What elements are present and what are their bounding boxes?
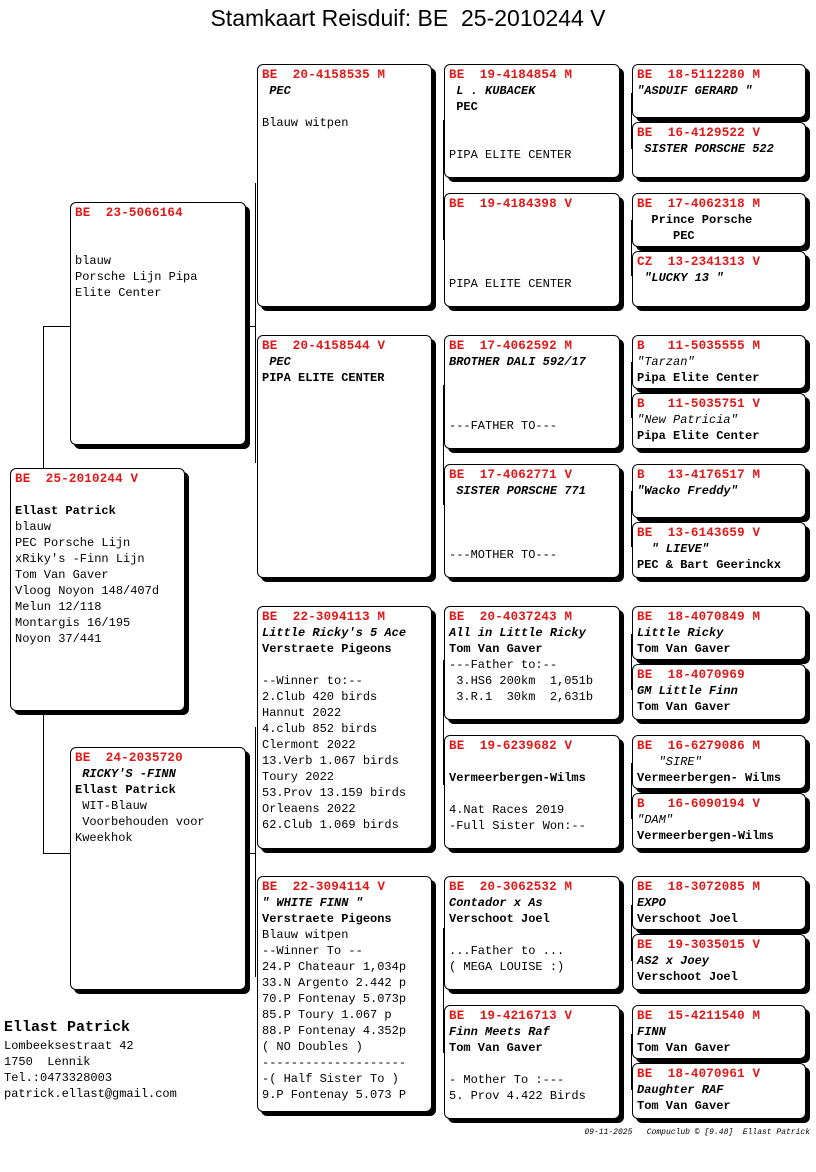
pigeon-info-line: Pipa Elite Center [637,371,760,385]
ring-number: BE 18-4070849 M [637,610,761,624]
pigeon-info-line [449,244,615,260]
pigeon-info-line: Contador x As [449,896,543,910]
ring-number: BE 23-5066164 [75,206,183,220]
pigeon-info-line: Tom Van Gaver [449,642,543,656]
pigeon-info-line: 4.club 852 birds [262,722,378,736]
owner-address: Lombeeksestraat 42 [4,1039,134,1053]
pigeon-info-line: Tom Van Gaver [449,1041,543,1055]
pigeon-info-line [449,115,615,131]
pigeon-info-line: Tom Van Gaver [637,1041,731,1055]
pigeon-info-line [75,237,241,253]
pigeon-info-line: Pipa Elite Center [637,429,760,443]
pigeon-card-fff [444,64,620,178]
pigeon-info-line: Finn Meets Raf [449,1025,550,1039]
pigeon-card-fffm [632,122,806,178]
pigeon-info-line: 2.Club 420 birds [262,690,378,704]
pigeon-info-line: All in Little Ricky [449,626,586,640]
pigeon-info-line [449,531,615,547]
ring-number: B 16-6090194 V [637,797,761,811]
connector-line [255,183,256,463]
pigeon-info-line: Ellast Patrick [75,783,176,797]
pigeon-card-ffm [444,193,620,307]
pigeon-info-line: Little Ricky's 5 Ace [262,626,407,640]
pigeon-info-line: " WHITE FINN " [262,896,363,910]
pigeon-card-father-mother [257,335,432,578]
pigeon-card-mfmm [632,793,806,849]
pigeon-card-mmmf [632,1005,806,1059]
pigeon-info-line: RICKY'S -FINN [75,767,176,781]
pigeon-info-line: Toury 2022 [262,770,335,784]
pigeon-info-line: Blauw witpen [262,928,349,942]
pigeon-card-fmm [444,464,620,578]
pigeon-info-line: SISTER PORSCHE 522 [637,142,774,156]
pigeon-info-line: PEC [262,84,291,98]
pigeon-card-mmmm [632,1063,806,1119]
connector-line [255,727,256,977]
pigeon-info-line [449,499,615,515]
pigeon-card-mfm [444,735,620,849]
pigeon-info-line: "Wacko Freddy" [637,484,738,498]
ring-number: BE 20-4158544 V [262,339,386,353]
ring-number: BE 15-4211540 M [637,1009,761,1023]
pigeon-card-mmff [632,876,806,930]
pigeon-card-fmfm [632,393,806,449]
pigeon-info-line: PEC Porsche Lijn [15,536,131,550]
ring-number: BE 19-3035015 V [637,938,761,952]
pigeon-info-line: PEC [637,229,695,243]
pigeon-card-mother-mother [257,876,432,1112]
pigeon-info-line [449,402,615,418]
pigeon-card-mother-father [257,606,432,849]
pigeon-info-line: - Mother To :--- [449,1073,565,1087]
pigeon-info-line: ...Father to ... [449,944,565,958]
ring-number: B 11-5035555 M [637,339,761,353]
pigeon-info-line: GM Little Finn [637,684,738,698]
pigeon-card-father-father [257,64,432,307]
pigeon-info-line [449,260,615,276]
pigeon-info-line: Elite Center [75,286,162,300]
pigeon-info-line: ---FATHER TO--- [449,419,558,433]
pigeon-info-line: Verschoot Joel [637,912,738,926]
pigeon-info-line: ( MEGA LOUISE :) [449,960,565,974]
pigeon-info-line: Melun 12/118 [15,600,102,614]
pigeon-card-mmm [444,1005,620,1119]
connector-line [43,853,71,854]
pigeon-info-line: Tom Van Gaver [637,642,731,656]
ring-number: BE 19-4216713 V [449,1009,573,1023]
pigeon-info-line: Noyon 37/441 [15,632,102,646]
ring-number: BE 18-4070969 [637,668,745,682]
owner-info [4,1018,177,1102]
pigeon-card-fmmf [632,464,806,518]
pigeon-info-line: Montargis 16/195 [15,616,131,630]
ring-number: BE 19-4184398 V [449,197,573,211]
pigeon-info-line: Ellast Patrick [15,504,116,518]
pigeon-info-line: 3.R.1 30km 2,631b [449,690,594,704]
pigeon-info-line: --Winner To -- [262,944,363,958]
pigeon-info-line: "SIRE" [637,755,702,769]
pigeon-info-line: " LIEVE" [637,542,710,556]
ring-number: B 13-4176517 M [637,468,761,482]
pigeon-info-line: 70.P Fontenay 5.073p [262,992,407,1006]
pigeon-info-line: "ASDUIF GERARD " [637,84,753,98]
pigeon-card-subject [10,468,185,711]
pigeon-info-line: Vermeerbergen-Wilms [449,771,586,785]
ring-number: CZ 13-2341313 V [637,255,761,269]
pigeon-info-line: EXPO [637,896,666,910]
pigeon-info-line: Tom Van Gaver [15,568,109,582]
pigeon-card-mother [70,747,246,990]
pigeon-info-line: --Winner to:-- [262,674,363,688]
pigeon-info-line: Verschoot Joel [449,912,550,926]
pigeon-info-line: Little Ricky [637,626,724,640]
pigeon-card-fmmm [632,522,806,578]
pigeon-info-line: Verstraete Pigeons [262,912,392,926]
pigeon-info-line: -( Half Sister To ) [262,1072,399,1086]
pigeon-info-line: Blauw witpen [262,116,349,130]
pigeon-info-line: 5. Prov 4.422 Birds [449,1089,586,1103]
pigeon-card-fmff [632,335,806,389]
pigeon-info-line: Orleaens 2022 [262,802,356,816]
pigeon-card-mffm [632,664,806,720]
ring-number: BE 17-4062318 M [637,197,761,211]
pigeon-card-father [70,202,246,445]
pigeon-info-line [449,515,615,531]
pigeon-info-line [262,99,427,115]
ring-number: BE 16-4129522 V [637,126,761,140]
pigeon-info-line [449,754,615,770]
ring-number: BE 13-6143659 V [637,526,761,540]
pigeon-card-fmf [444,335,620,449]
pigeon-info-line: Vloog Noyon 148/407d [15,584,160,598]
pigeon-info-line: L . KUBACEK [449,84,536,98]
pigeon-info-line [75,221,241,237]
pigeon-info-line: 85.P Toury 1.067 p [262,1008,392,1022]
pigeon-info-line: 88.P Fontenay 4.352p [262,1024,407,1038]
pigeon-info-line: ---MOTHER TO--- [449,548,558,562]
pigeon-info-line: Clermont 2022 [262,738,356,752]
pigeon-info-line: PIPA ELITE CENTER [449,148,572,162]
pigeon-info-line [449,386,615,402]
owner-email[interactable]: patrick.ellast@gmail.com [4,1087,177,1101]
pigeon-card-mfmf [632,735,806,789]
pigeon-info-line: Vermeerbergen- Wilms [637,771,782,785]
pigeon-card-ffff [632,64,806,118]
pigeon-info-line: Verstraete Pigeons [262,642,392,656]
ring-number: BE 19-6239682 V [449,739,573,753]
pigeon-info-line: blauw [15,520,52,534]
pigeon-info-line: PIPA ELITE CENTER [262,371,385,385]
pigeon-info-line: "New Patricia" [637,413,738,427]
pigeon-info-line [262,657,427,673]
pigeon-info-line [449,212,615,228]
pigeon-info-line: Voorbehouden voor [75,815,205,829]
connector-line [43,326,71,327]
pigeon-info-line: ( NO Doubles ) [262,1040,363,1054]
pigeon-info-line: Daughter RAF [637,1083,724,1097]
ring-number: BE 18-4070961 V [637,1067,761,1081]
pigeon-info-line: -Full Sister Won:-- [449,819,586,833]
owner-phone: Tel.:0473328003 [4,1071,113,1085]
owner-city: 1750 Lennik [4,1055,91,1069]
pigeon-info-line: 24.P Chateaur 1,034p [262,960,407,974]
pigeon-info-line: Hannut 2022 [262,706,342,720]
pigeon-info-line: 62.Club 1.069 birds [262,818,399,832]
pigeon-info-line [449,131,615,147]
ring-number: BE 16-6279086 M [637,739,761,753]
pigeon-info-line [449,1056,615,1072]
page-title: Stamkaart Reisduif: BE 25-2010244 V [210,5,606,31]
pigeon-info-line: AS2 x Joey [637,954,710,968]
ring-number: BE 22-3094113 M [262,610,386,624]
ring-number: BE 19-4184854 M [449,68,573,82]
ring-number: B 11-5035751 V [637,397,761,411]
pigeon-card-ffmf [632,193,806,247]
pigeon-info-line: blauw [75,254,112,268]
pigeon-info-line: Porsche Lijn Pipa [75,270,198,284]
footer-credit: 09-11-2025 Compuclub © [9.48] Ellast Patrick [584,1128,810,1137]
pigeon-info-line: -------------------- [262,1056,407,1070]
pigeon-info-line [449,370,615,386]
pigeon-info-line: 13.Verb 1.067 birds [262,754,399,768]
pigeon-info-line: SISTER PORSCHE 771 [449,484,586,498]
pigeon-info-line: WIT-Blauw [75,799,148,813]
pigeon-info-line: Vermeerbergen-Wilms [637,829,774,843]
pigeon-card-mff [444,606,620,720]
pigeon-info-line: BROTHER DALI 592/17 [449,355,586,369]
pigeon-info-line [15,487,180,503]
pigeon-info-line: Tom Van Gaver [637,700,731,714]
pigeon-info-line: 53.Prov 13.159 birds [262,786,407,800]
pigeon-info-line: ---Father to:-- [449,658,558,672]
pigeon-info-line: PEC & Bart Geerinckx [637,558,782,572]
pigeon-info-line: "LUCKY 13 " [637,271,724,285]
pigeon-card-mmfm [632,934,806,990]
pigeon-info-line: xRiky's -Finn Lijn [15,552,145,566]
pigeon-card-mfff [632,606,806,660]
ring-number: BE 18-3072085 M [637,880,761,894]
owner-name: Ellast Patrick [4,1019,131,1036]
pigeon-info-line: 33.N Argento 2.442 p [262,976,407,990]
pigeon-info-line [449,228,615,244]
ring-number: BE 18-5112280 M [637,68,761,82]
pigeon-info-line: Verschoot Joel [637,970,738,984]
ring-number: BE 20-4158535 M [262,68,386,82]
pigeon-info-line [449,927,615,943]
ring-number: BE 17-4062771 V [449,468,573,482]
pigeon-info-line: Kweekhok [75,831,133,845]
pigeon-info-line: Prince Porsche [637,213,753,227]
pigeon-info-line: Tom Van Gaver [637,1099,731,1113]
pigeon-info-line: FINN [637,1025,666,1039]
ring-number: BE 20-3062532 M [449,880,573,894]
pigeon-card-mmf [444,876,620,990]
ring-number: BE 22-3094114 V [262,880,386,894]
pigeon-info-line: PEC [449,100,478,114]
ring-number: BE 20-4037243 M [449,610,573,624]
pigeon-info-line: 9.P Fontenay 5.073 P [262,1088,407,1102]
pigeon-info-line: 4.Nat Races 2019 [449,803,565,817]
ring-number: BE 17-4062592 M [449,339,573,353]
ring-number: BE 25-2010244 V [15,472,139,486]
pigeon-info-line [449,786,615,802]
pigeon-info-line: 3.HS6 200km 1,051b [449,674,594,688]
pigeon-info-line: PEC [262,355,291,369]
pigeon-info-line: "Tarzan" [637,355,695,369]
pigeon-card-ffmm [632,251,806,307]
ring-number: BE 24-2035720 [75,751,183,765]
pigeon-info-line: "DAM" [637,813,674,827]
pigeon-info-line: PIPA ELITE CENTER [449,277,572,291]
